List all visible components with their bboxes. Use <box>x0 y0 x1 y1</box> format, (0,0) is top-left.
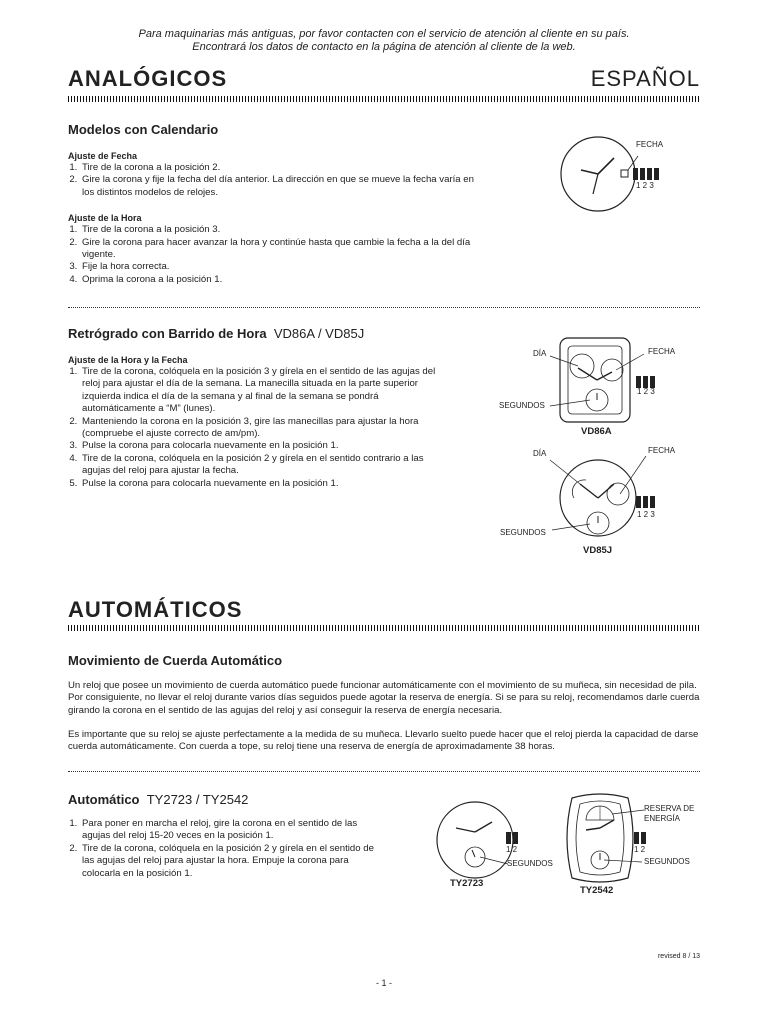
ty2723-watch-figure <box>430 800 540 880</box>
time-adjust-title: Ajuste de la Hora <box>68 213 142 224</box>
intro-line-1: Para maquinarias más antiguas, por favor contacten con el servicio de atención al cliente en su país. <box>138 28 630 40</box>
list-item: 1. Tire de la corona a la posición 2. <box>80 162 488 174</box>
list-item: 2. Gire la corona para hacer avanzar la hora y continúe hasta que cambie la fecha a la del día vigente. <box>80 237 488 262</box>
list-item: 1. Tire de la corona a la posición 3. <box>80 224 488 236</box>
automatic-text <box>68 818 388 880</box>
crown-segment <box>647 168 652 180</box>
date-window <box>621 170 628 177</box>
list-item: 1. Tire de la corona, colóquela en la posición 3 y gírela en el sentido de las agujas del reloj para ajustar el día de la semana. La manecilla situada en la parte superior izquierda indica el día de la semana y al final de la semana se pondrá automáticamente a “M” (lunes). <box>80 366 440 416</box>
intro-note <box>0 28 768 54</box>
retro-subtitle: Ajuste de la Hora y la Fecha <box>68 355 188 365</box>
automatic-heading <box>68 792 248 807</box>
segundos-label: SEGUNDOS <box>507 859 553 868</box>
crown-segment <box>640 168 645 180</box>
section-ruler <box>68 625 700 631</box>
hour-hand <box>581 170 598 174</box>
list-item: 2. Manteniendo la corona en la posición 3, gire las manecillas para ajustar la hora (compruebe el ajuste correcto de am/pm). <box>80 416 440 441</box>
list-item: 5. Pulse la corona para colocarla nuevamente en la posición 1. <box>80 478 440 490</box>
language-label: ESPAÑOL <box>590 66 700 91</box>
crown-positions: 1 2 <box>506 845 518 854</box>
dia-label: DÍA <box>533 449 547 458</box>
model-label: TY2542 <box>580 885 614 896</box>
calendar-watch-figure <box>558 134 698 214</box>
section-title-auto: AUTOMÁTICOS <box>68 597 243 622</box>
list-item: 4. Oprima la corona a la posición 1. <box>80 274 488 286</box>
fecha-label: FECHA <box>636 140 664 149</box>
calendar-text <box>68 150 488 286</box>
retro-text <box>68 354 440 490</box>
auto-move-heading: Movimiento de Cuerda Automático <box>68 653 283 668</box>
revised-note: revised 8 / 13 <box>657 953 700 960</box>
auto-move-para-1: Un reloj que posee un movimiento de cuerda automático puede funcionar automáticamente con el movimiento de su muñeca, sin necesidad de pila. Por consiguiente, no llevar el reloj durante varios días seguidos puede agotar la reserva de energía. Si se para su reloj, recomendamos darle cuerda girando la corona en el sentido de las agujas del reloj y así conseguir la reserva de energía necesaria. <box>68 680 700 716</box>
calendar-heading: Modelos con Calendario <box>68 122 219 137</box>
model-label: TY2723 <box>450 878 484 889</box>
list-item: 3. Fije la hora correcta. <box>80 261 488 273</box>
vd85j-watch-figure <box>540 458 690 548</box>
crown-positions: 1 2 3 <box>636 181 654 190</box>
date-adjust-title: Ajuste de Fecha <box>68 151 138 161</box>
page-number: - 1 - <box>375 978 392 988</box>
list-item: 2. Tire de la corona, colóquela en la posición 2 y gírela en el sentido de las agujas del reloj para ajustar la hora. Empuje la corona para colocarla en la posición 1. <box>80 843 388 880</box>
crown-positions: 1 2 <box>634 845 646 854</box>
section-ruler <box>68 96 700 102</box>
crown-positions: 1 2 3 <box>637 387 655 396</box>
list-item: 2. Gire la corona y fije la fecha del día anterior. La dirección en que se mueve la fecha varía en los distintos modelos de relojes. <box>80 174 488 199</box>
dotted-divider <box>68 771 700 772</box>
fecha-label: FECHA <box>648 347 676 356</box>
crown-segment <box>633 168 638 180</box>
segundos-label: SEGUNDOS <box>500 528 546 537</box>
intro-line-2: Encontrará los datos de contacto en la página de atención al cliente de la web. <box>192 41 576 53</box>
retro-heading <box>68 326 364 341</box>
list-item: 3. Pulse la corona para colocarla nuevamente en la posición 1. <box>80 440 440 452</box>
section-title-analog: ANALÓGICOS <box>68 66 228 91</box>
crown-segment <box>654 168 659 180</box>
list-item: 4. Tire de la corona, colóquela en la posición 2 y gírela en el sentido contrario a las agujas del reloj para ajustar la fecha. <box>80 453 440 478</box>
list-item: 1. Para poner en marcha el reloj, gire la corona en el sentido de las agujas del reloj 15-20 veces en la posición 1. <box>80 818 388 843</box>
auto-move-para-2: Es importante que su reloj se ajuste perfectamente a la medida de su muñeca. Llevarlo suelto puede hacer que el reloj pierda la capacidad de darse cuerda automáticamente. Con cuerda a tope, su reloj tiene una reserva de energía de aproximadamente 38 horas. <box>68 729 699 753</box>
dia-label: DÍA <box>533 349 547 358</box>
model-label: VD85J <box>583 545 613 556</box>
retro-heading-models: VD86A / VD85J <box>273 326 365 341</box>
retro-heading-title: Retrógrado con Barrido de Hora <box>68 326 267 341</box>
crown-positions: 1 2 3 <box>637 510 655 519</box>
segundos-label: SEGUNDOS <box>644 857 690 866</box>
automatic-heading-models: TY2723 / TY2542 <box>146 792 249 807</box>
fecha-label: FECHA <box>648 446 676 455</box>
model-label: VD86A <box>581 426 612 437</box>
reserva-label: RESERVA DE ENERGÍA <box>644 804 695 823</box>
dotted-divider <box>68 307 700 308</box>
pointer-line <box>628 156 638 170</box>
automatic-heading-title: Automático <box>68 792 140 807</box>
second-hand <box>593 174 598 194</box>
segundos-label: SEGUNDOS <box>499 401 545 410</box>
minute-hand <box>598 158 614 174</box>
